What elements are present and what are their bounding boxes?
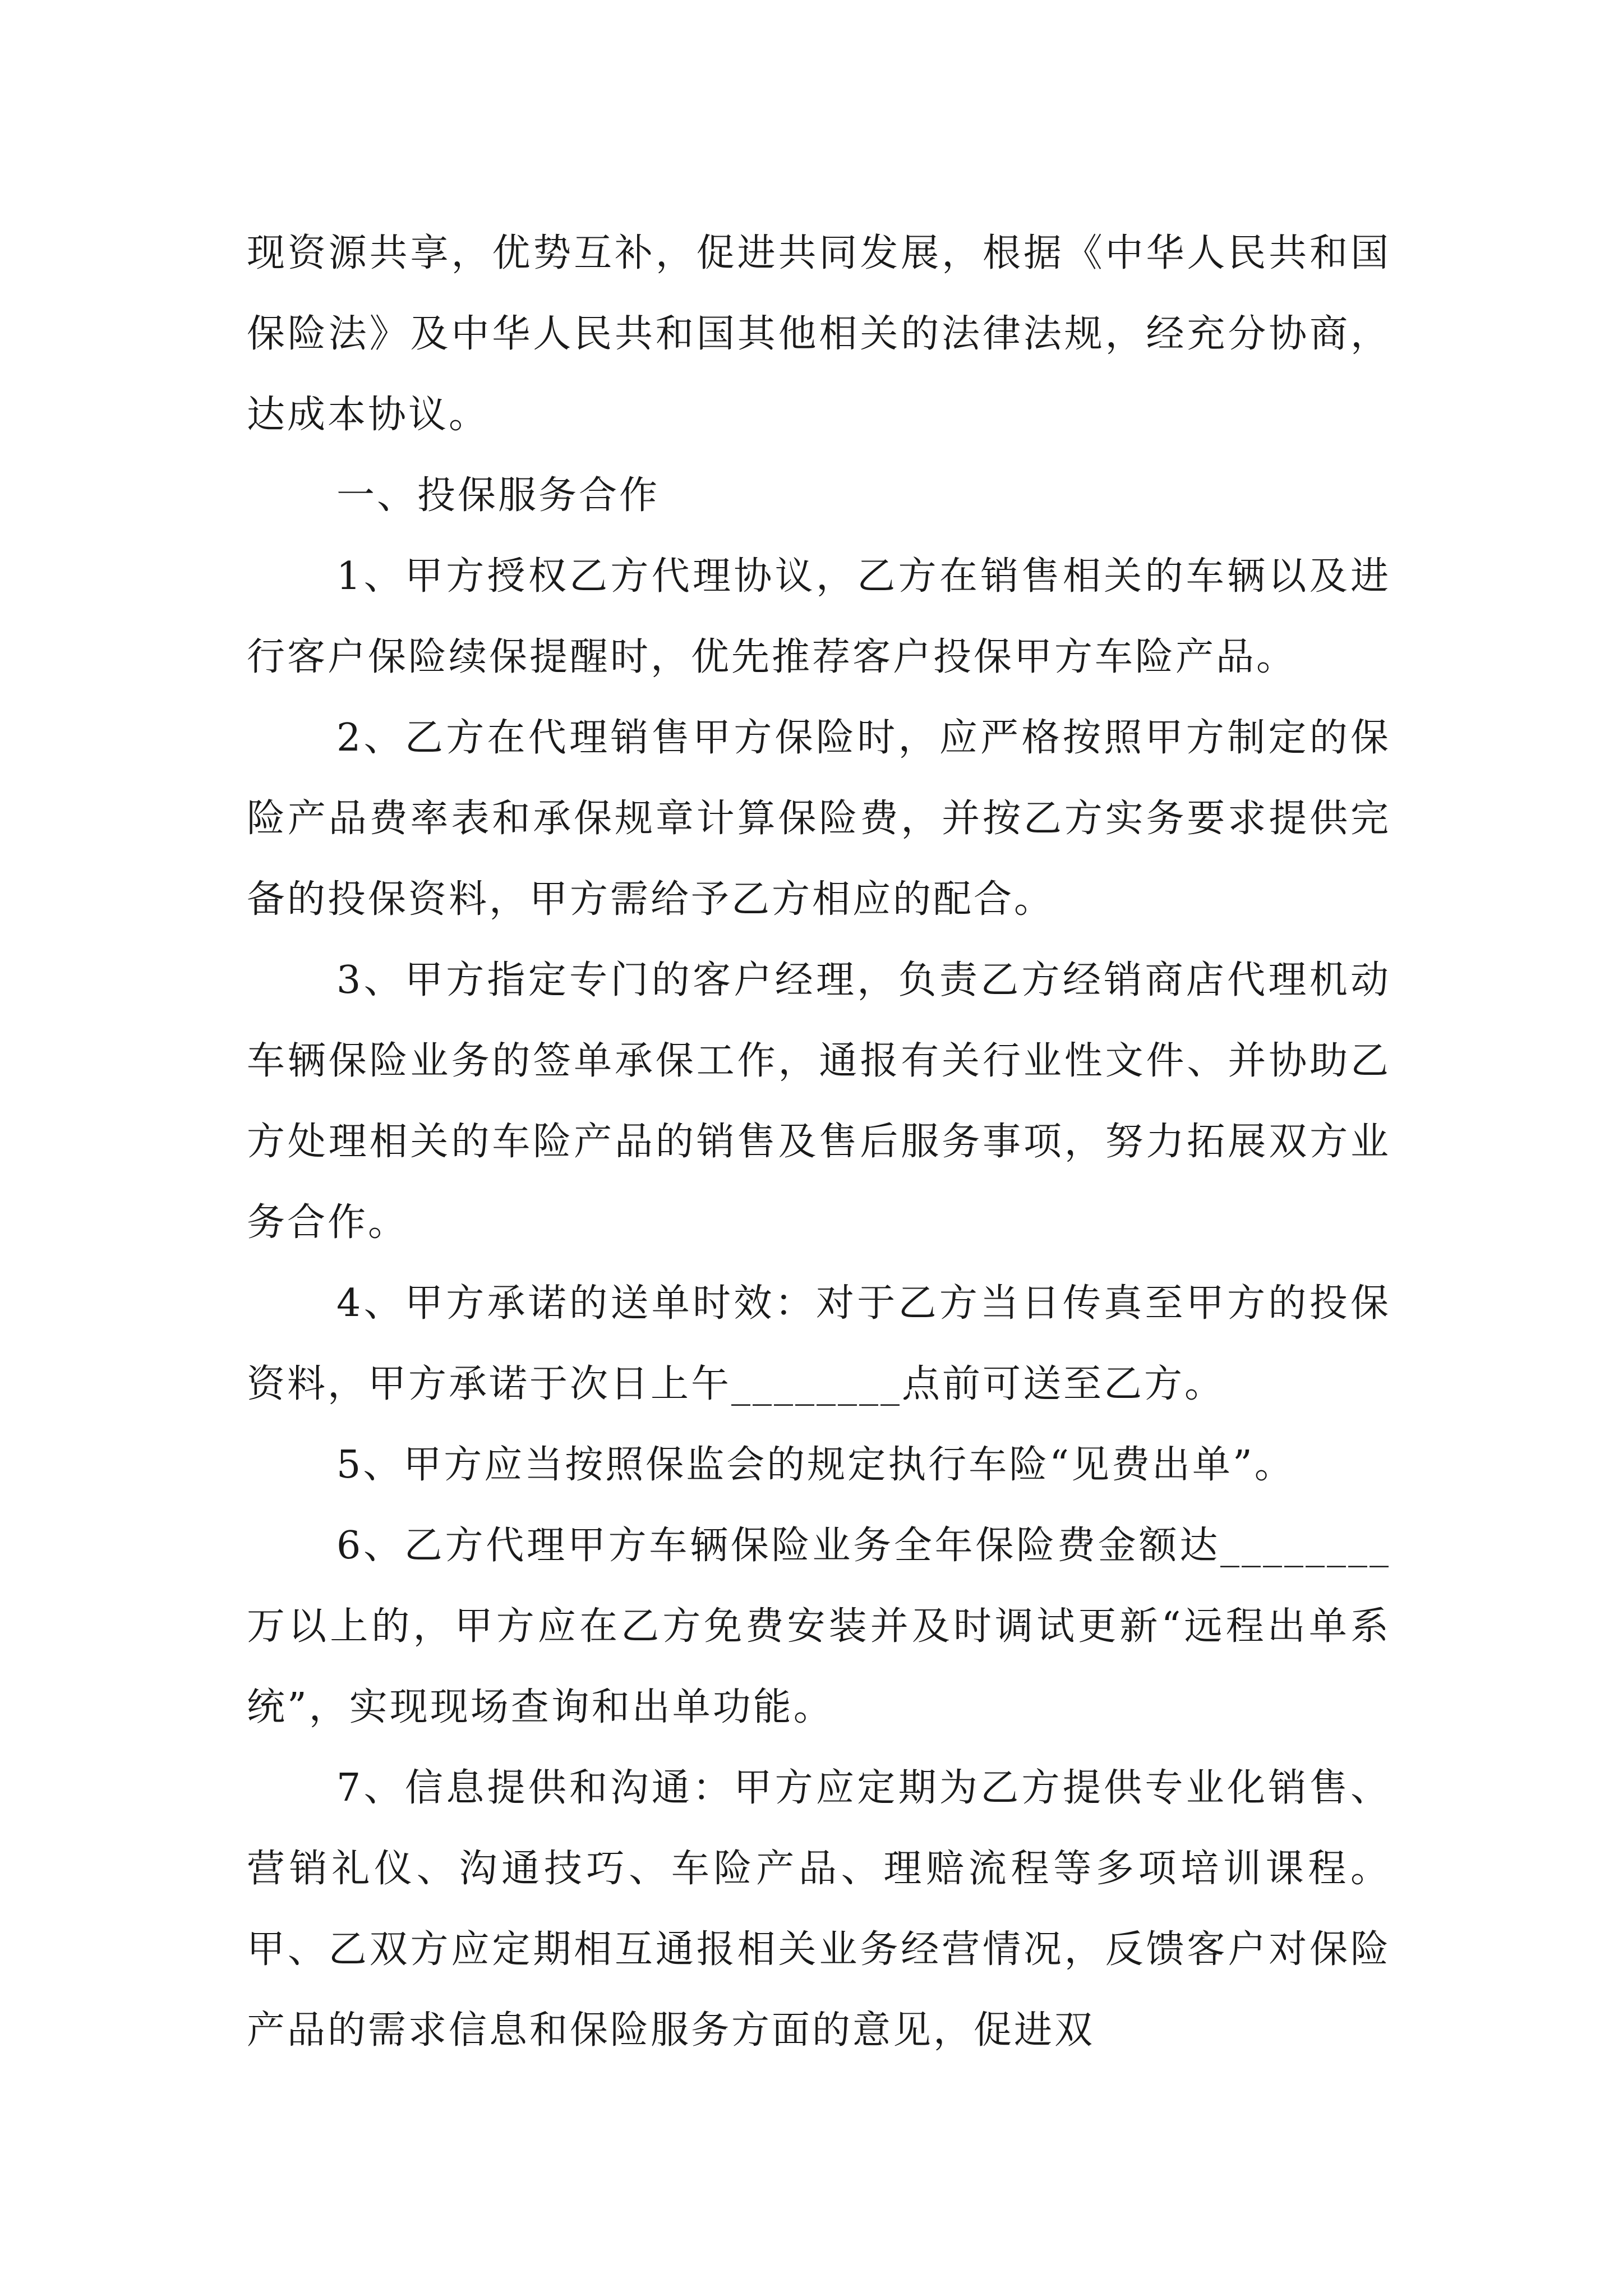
document-body	[247, 213, 1391, 2071]
paragraph-intro: 现资源共享，优势互补，促进共同发展，根据《中华人民共和国保险法》及中华人民共和国其他相关的法律法规，经充分协商，达成本协议。	[247, 231, 1391, 437]
clause-5: 5、甲方应当按照保监会的规定执行车险“见费出单”。	[336, 1443, 1295, 1487]
section-heading-1: 一、投保服务合作	[336, 473, 660, 518]
clause-2: 2、乙方在代理销售甲方保险时，应严格按照甲方制定的保险产品费率表和承保规章计算保险费，并按乙方实务要求提供完备的投保资料，甲方需给予乙方相应的配合。	[247, 716, 1391, 922]
clause-1: 1、甲方授权乙方代理协议，乙方在销售相关的车辆以及进行客户保险续保提醒时，优先推荐客户投保甲方车险产品。	[247, 554, 1391, 679]
clause-4: 4、甲方承诺的送单时效：对于乙方当日传真至甲方的投保资料，甲方承诺于次日上午________点前可送至乙方。	[247, 1281, 1391, 1406]
clause-7: 7、信息提供和沟通：甲方应定期为乙方提供专业化销售、营销礼仪、沟通技巧、车险产品、理赔流程等多项培训课程。甲、乙双方应定期相互通报相关业务经营情况，反馈客户对保险产品的需求信息和保险服务方面的意见，促进双	[247, 1766, 1391, 2053]
clause-6: 6、乙方代理甲方车辆保险业务全年保险费金额达________万以上的，甲方应在乙方免费安装并及时调试更新“远程出单系统”，实现现场查询和出单功能。	[247, 1524, 1391, 1729]
clause-3: 3、甲方指定专门的客户经理，负责乙方经销商店代理机动车辆保险业务的签单承保工作，通报有关行业性文件、并协助乙方处理相关的车险产品的销售及售后服务事项，努力拓展双方业务合作。	[247, 958, 1391, 1245]
